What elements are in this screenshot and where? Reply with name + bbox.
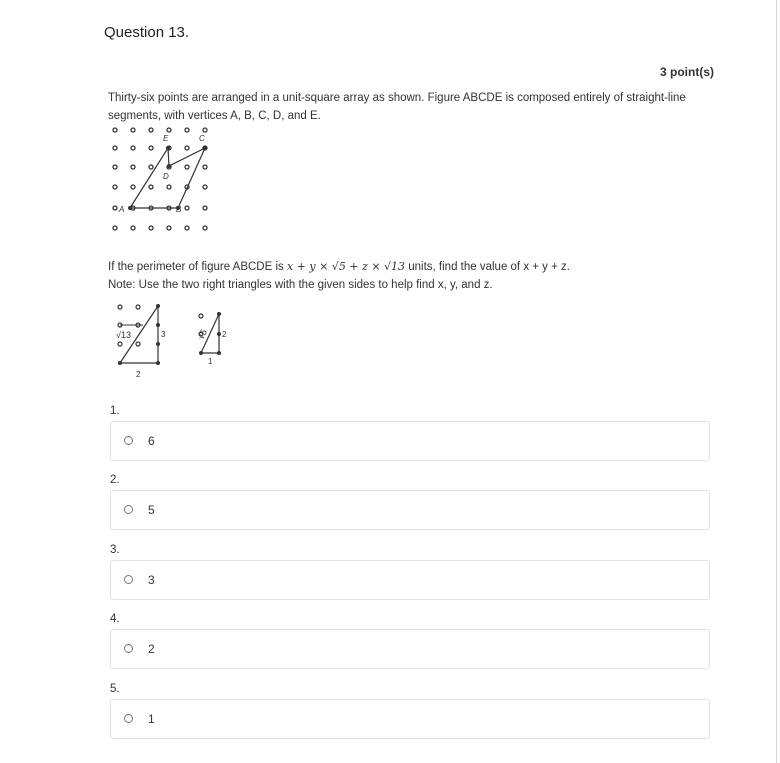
grid-dot [113,206,117,210]
option-number-1: 1. [110,405,120,417]
perimeter-statement: If the perimeter of figure ABCDE is x + y × √5 + z × √13 units, find the value of x + y + z. [108,260,570,273]
label-3: 3 [161,330,166,339]
option-1[interactable] [110,421,710,461]
option-number-2: 2. [110,474,120,486]
vertex-e [166,146,170,150]
grid-dot [185,128,189,132]
label-d: D [163,172,169,181]
question-stem: Thirty-six points are arranged in a unit-square array as shown. Figure ABCDE is composed entirely of straight-line segments, with vertices A, B, C, D, and E. [108,92,686,122]
dot-grid [113,128,207,230]
grid-dot [185,206,189,210]
option-number-4: 4. [110,613,120,625]
option-number-3: 3. [110,544,120,556]
grid-dot [167,185,171,189]
grid-dot [113,226,117,230]
grid-dot [185,146,189,150]
label-sqrt13: √13 [116,330,131,340]
question-body [108,258,698,294]
triangle-sqrt13 [116,304,166,379]
right-triangles-figure [110,298,240,380]
grid-dot [185,226,189,230]
grid-dot [113,146,117,150]
label-a: A [119,205,125,214]
grid-dot [149,146,153,150]
label-1: 1 [208,357,213,366]
option-number-5: 5. [110,683,120,695]
option-label: 1 [148,712,155,726]
grid-dot [131,128,135,132]
grid-dot [149,226,153,230]
option-4[interactable] [110,629,710,669]
grid-dot [131,165,135,169]
vertex-d [167,164,171,168]
grid-dot [203,165,207,169]
grid-dot [167,226,171,230]
grid-dot [203,128,207,132]
grid-dot [113,128,117,132]
option-5[interactable] [110,699,710,739]
option-label: 3 [148,573,155,587]
label-b: B [176,205,182,214]
vertex-a [128,206,132,210]
grid-dot [131,185,135,189]
points-badge: 3 point(s) [660,65,714,79]
radio-icon[interactable] [124,505,133,514]
label-c: C [199,134,205,143]
grid-dot [203,206,207,210]
label-2b: 2 [222,330,227,339]
grid-dot [203,226,207,230]
option-label: 6 [148,434,155,448]
grid-dot [113,165,117,169]
grid-dot [203,185,207,189]
label-sqrt5: √5 [195,327,209,342]
radio-icon[interactable] [124,575,133,584]
grid-dot [149,128,153,132]
perimeter-expression: x + y × √5 + z × √13 [286,260,406,273]
label-e: E [163,134,169,143]
question-note: Note: Use the two right triangles with the given sides to help find x, y, and z. [108,279,493,291]
option-3[interactable] [110,560,710,600]
triangle-sqrt5 [196,312,227,366]
grid-dot [185,165,189,169]
page-border [776,0,777,763]
radio-icon[interactable] [124,644,133,653]
grid-dot [149,185,153,189]
grid-dot [131,226,135,230]
radio-icon[interactable] [124,436,133,445]
grid-dot [149,165,153,169]
grid-dot [113,185,117,189]
dot-array-figure [106,122,216,234]
vertex-c [203,146,207,150]
option-label: 5 [148,503,155,517]
radio-icon[interactable] [124,714,133,723]
grid-dot [131,146,135,150]
option-2[interactable] [110,490,710,530]
option-label: 2 [148,642,155,656]
grid-dot [167,128,171,132]
question-title: Question 13. [104,24,190,41]
label-2: 2 [136,370,141,379]
